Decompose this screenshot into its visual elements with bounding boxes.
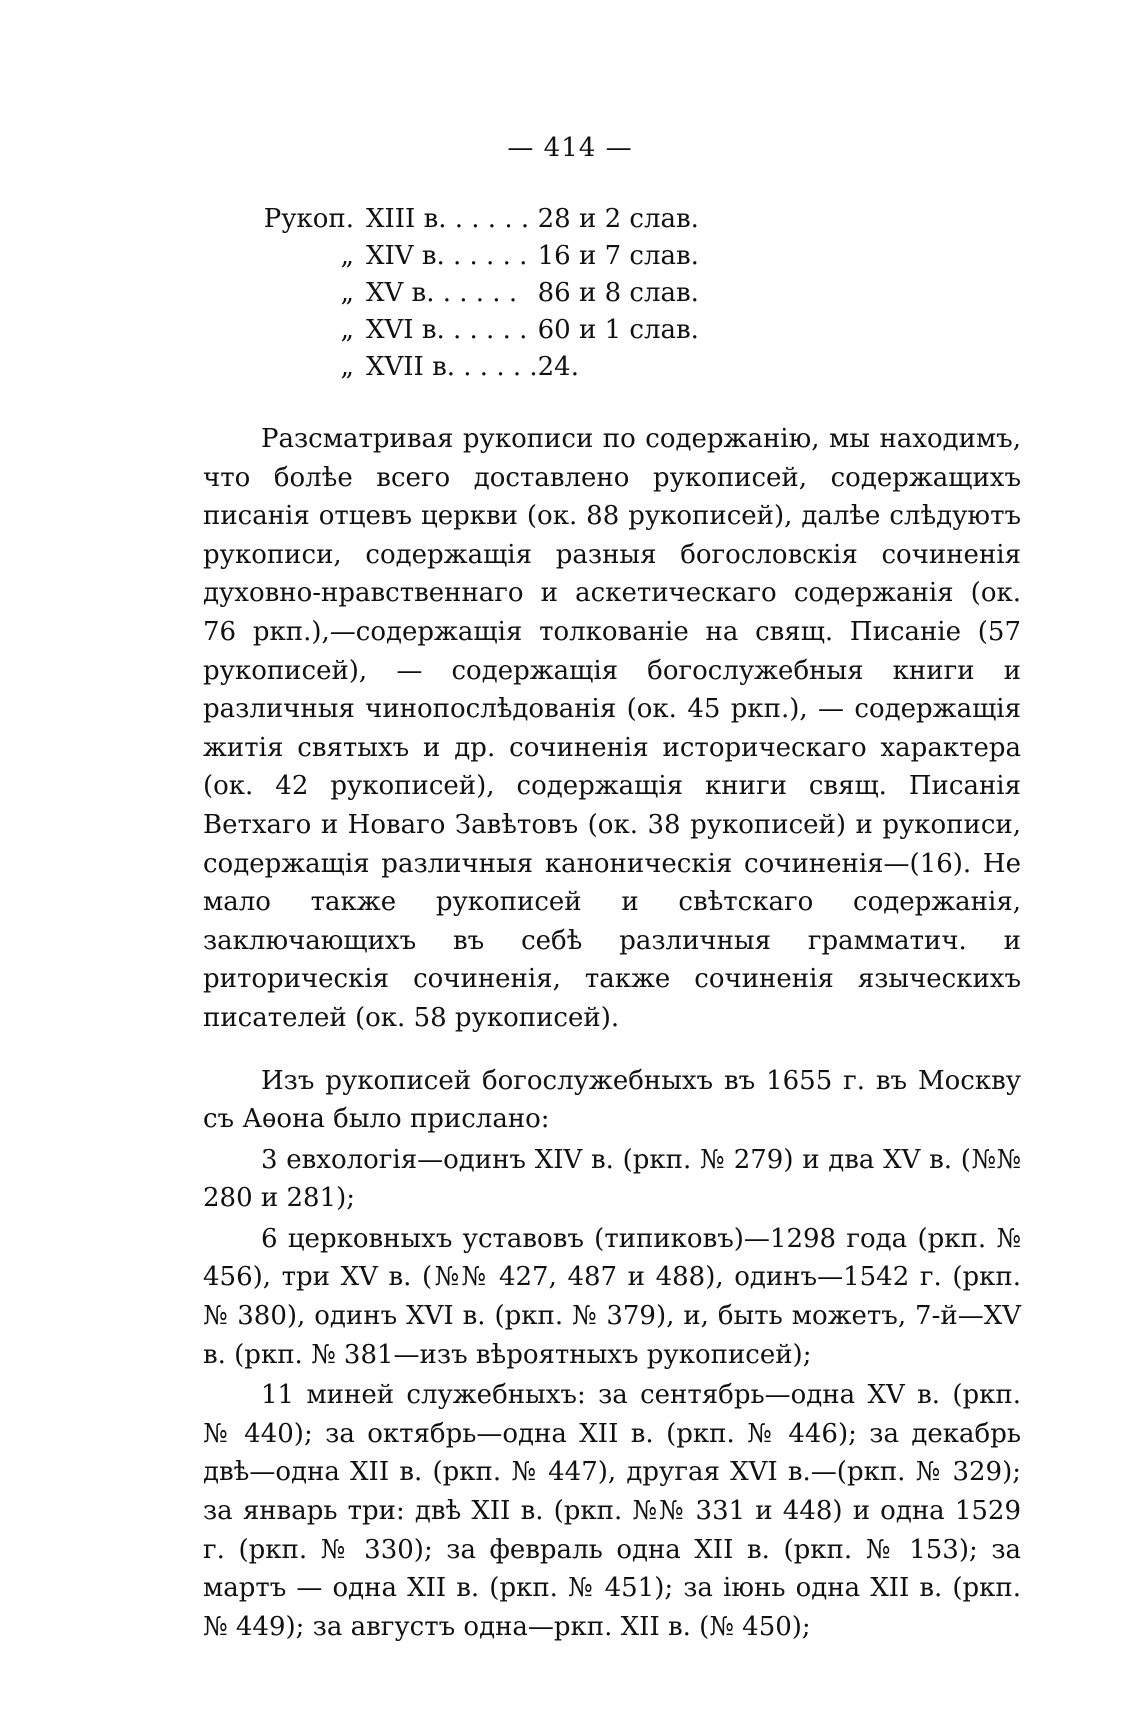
- paragraph-content-overview: Разсматривая рукописи по содержанію, мы находимъ, что болѣе всего доставлено рукописей, содержащихъ писанія отцевъ церкви (ок. 88 рукописей), далѣе слѣдуютъ рукописи, содержащія разныя богословскія сочиненія духовно-нравственнаго и аскетическаго содержанія (ок. 76 ркп.),—содержащія толкованіе на свящ. Писаніе (57 рукописей), — содержащія богослужебныя книги и различныя чинопослѣдованія (ок. 45 ркп.), — содержащія житія святыхъ и др. сочиненія историческаго характера (ок. 42 рукописей), содержащія книги свящ. Писанія Ветхаго и Новаго Завѣтовъ (ок. 38 рукописей) и рукописи, содержащія различныя каноническія сочиненія—(16). Не мало также рукописей и свѣтскаго содержанія, заключающихъ въ себѣ различныя грамматич. и риторическія сочиненія, также сочиненія языческихъ писателей (ок. 58 рукописей).: [203, 424, 1021, 1033]
- list-item-euchologia: 3 евхологія—одинъ XIV в. (ркп. № 279) и два XV в. (№№ 280 и 281);: [203, 1144, 1021, 1214]
- manuscript-century-table: [258, 200, 718, 385]
- manuscript-count: 60 и 1 слав.: [537, 314, 699, 345]
- row-prefix: „: [340, 314, 354, 345]
- paragraph-liturgical-intro: Изъ рукописей богослужебныхъ въ 1655 г. въ Москву съ Аѳона было прислано:: [203, 1065, 1021, 1135]
- manuscript-count: 28 и 2 слав.: [537, 203, 699, 234]
- table-row: [258, 348, 718, 385]
- century-label: XVI в. . . . . .: [366, 314, 528, 345]
- table-row: [258, 237, 718, 274]
- manuscript-count: 86 и 8 слав.: [537, 277, 699, 308]
- table-row: [258, 311, 718, 348]
- century-label: XIII в. . . . . .: [366, 203, 530, 234]
- row-prefix: Рукоп.: [263, 203, 354, 234]
- list-item-typika: 6 церковныхъ уставовъ (типиковъ)—1298 года (ркп. № 456), три XV в. (№№ 427, 487 и 488), одинъ—1542 г. (ркп. № 380), одинъ XVI в. (ркп. № 379), и, быть можетъ, 7-й—XV в. (ркп. № 381—изъ вѣроятныхъ рукописей);: [203, 1223, 1021, 1370]
- body-text: [203, 420, 1021, 1646]
- table-row: [258, 200, 718, 237]
- list-item-menaia: 11 миней служебныхъ: за сентябрь—одна XV в. (ркп. № 440); за октябрь—одна XII в. (ркп. № 446); за декабрь двѣ—одна XII в. (ркп. № 447), другая XVI в.—(ркп. № 329); за январь три: двѣ XII в. (ркп. №№ 331 и 448) и одна 1529 г. (ркп. № 330); за февраль одна XII в. (ркп. № 153); за мартъ — одна XII в. (ркп. № 451); за іюнь одна XII в. (ркп. № 449); за августъ одна—ркп. XII в. (№ 450);: [203, 1380, 1021, 1642]
- table-row: [258, 274, 718, 311]
- century-label: XIV в. . . . . .: [366, 240, 528, 271]
- century-label: XV в. . . . . .: [366, 277, 518, 308]
- century-label: XVII в. . . . . .: [366, 351, 538, 382]
- row-prefix: „: [340, 351, 354, 382]
- row-prefix: „: [340, 240, 354, 271]
- manuscript-count: 16 и 7 слав.: [537, 240, 699, 271]
- row-prefix: „: [340, 277, 354, 308]
- page-number: — 414 —: [507, 133, 633, 163]
- manuscript-count: 24.: [537, 351, 579, 382]
